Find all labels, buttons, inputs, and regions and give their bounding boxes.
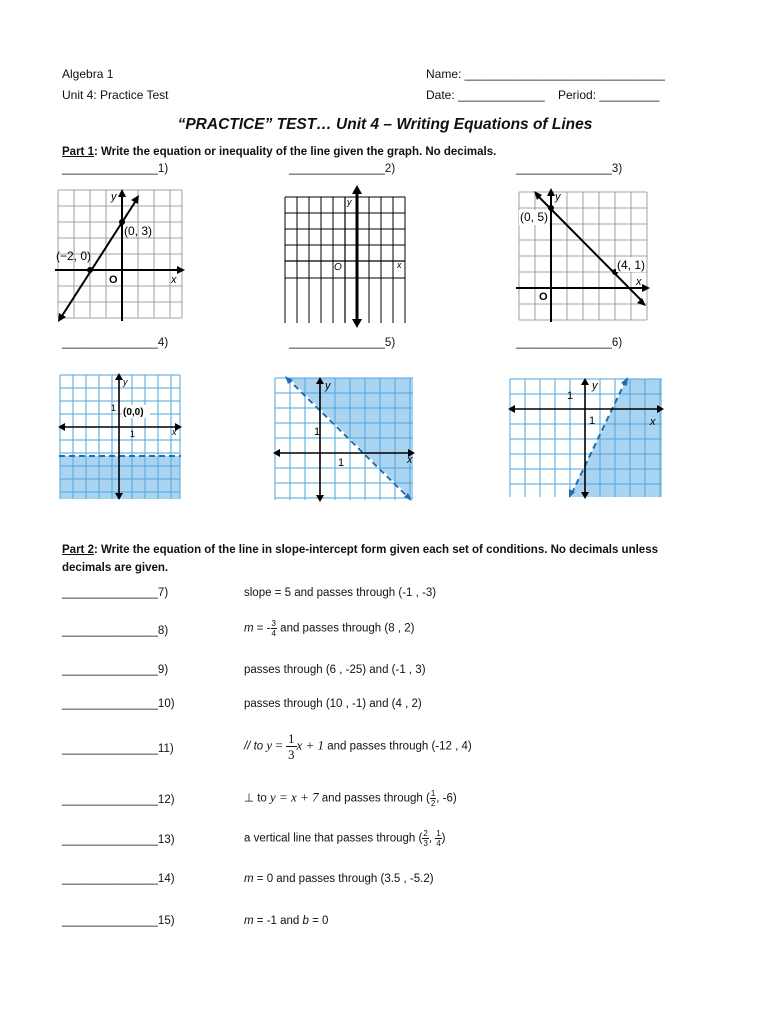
name-field[interactable]: Name: ______________________________	[426, 67, 665, 81]
q8-den: 4	[271, 629, 276, 638]
g5-one-y: 1	[314, 426, 321, 438]
q12-mid: and passes through (	[318, 792, 430, 805]
part1-label: Part 1	[62, 146, 94, 158]
unit-name: Unit 4: Practice Test	[62, 88, 169, 102]
q8-rest: and passes through (8 , 2)	[276, 622, 415, 635]
part1-instructions	[62, 146, 496, 158]
q13-den2: 4	[436, 839, 441, 848]
graph-4	[58, 372, 182, 502]
q11-den: 3	[288, 747, 295, 762]
part2-label: Part 2	[62, 544, 94, 556]
q13-num1: 2	[423, 829, 428, 838]
q14-m: m	[244, 873, 254, 885]
g6-one-x: 1	[589, 415, 596, 427]
g1-point-a: (−2, 0)	[56, 249, 92, 263]
q13-pre: a vertical line that passes through (	[244, 832, 423, 845]
answer-blank-3[interactable]: _______________3)	[516, 163, 623, 175]
q11-fraction	[286, 731, 297, 762]
answer-blank-15[interactable]: _______________15)	[62, 915, 175, 927]
q12-rest: , -6)	[436, 792, 457, 805]
part1-text: : Write the equation or inequality of the line given the graph. No decimals.	[93, 146, 497, 158]
answer-blank-1[interactable]: _______________1)	[62, 163, 169, 175]
period-field[interactable]: Period: _________	[558, 88, 660, 102]
g4-point: (0,0)	[123, 407, 144, 418]
g3-x-label: x	[636, 276, 642, 288]
g3-point-a: (0, 5)	[520, 210, 549, 224]
question-9: passes through (6 , -25) and (-1 , 3)	[244, 664, 426, 676]
q15-b: b	[302, 915, 309, 927]
q11-rest-eq: x + 1	[296, 737, 325, 753]
question-10: passes through (10 , -1) and (4 , 2)	[244, 698, 422, 710]
answer-blank-14[interactable]: _______________14)	[62, 873, 175, 885]
g2-origin: O	[334, 262, 342, 273]
question-13	[244, 829, 446, 848]
q11-parallel: // to	[244, 740, 267, 753]
answer-blank-12[interactable]: _______________12)	[62, 794, 175, 806]
g3-point-b: (4, 1)	[617, 258, 646, 272]
g4-one-y: 1	[111, 403, 117, 413]
answer-blank-8[interactable]: _______________8)	[62, 625, 169, 637]
answer-blank-2[interactable]: _______________2)	[289, 163, 396, 175]
g5-x-label: x	[407, 454, 413, 466]
q12-den: 2	[430, 799, 436, 808]
g6-one-y: 1	[567, 390, 574, 402]
question-8	[244, 619, 414, 638]
q13-num2: 1	[436, 829, 441, 838]
g1-origin: O	[109, 274, 118, 286]
g6-y-label: y	[592, 380, 598, 392]
q13-den1: 3	[423, 839, 428, 848]
graph-1	[55, 187, 185, 322]
page-title: “PRACTICE” TEST… Unit 4 – Writing Equations of Lines	[177, 116, 593, 133]
g1-x-label: x	[171, 274, 177, 286]
q11-num: 1	[288, 731, 295, 746]
graph-2	[283, 184, 408, 329]
date-field[interactable]: Date: _____________	[426, 88, 545, 102]
q11-eq: =	[272, 737, 286, 753]
g3-y-label: y	[555, 191, 561, 203]
q11-rest: and passes through (-12 , 4)	[324, 740, 472, 753]
g4-y-label: y	[123, 377, 128, 387]
question-12	[244, 789, 457, 808]
g6-x-label: x	[650, 416, 656, 428]
graph-6	[508, 377, 664, 499]
g2-y-label: y	[347, 197, 352, 207]
question-7: slope = 5 and passes through (-1 , -3)	[244, 587, 437, 599]
answer-blank-5[interactable]: _______________5)	[289, 337, 396, 349]
q8-num: 3	[271, 619, 276, 628]
answer-blank-9[interactable]: _______________9)	[62, 664, 169, 676]
q12-eq: y = x + 7	[270, 789, 319, 805]
g2-x-label: x	[397, 260, 402, 270]
q12-perp: ⊥ to	[244, 792, 270, 805]
q15-t1: = -1 and	[253, 915, 303, 927]
g4-x-label: x	[172, 427, 177, 437]
q8-eq: = -	[253, 622, 271, 635]
answer-blank-4[interactable]: _______________4)	[62, 337, 169, 349]
g4-one-x: 1	[130, 429, 136, 439]
q15-m: m	[244, 915, 254, 927]
question-11	[244, 731, 472, 762]
part2-instructions-cont: decimals are given.	[62, 562, 169, 574]
question-15	[244, 915, 328, 927]
q13-comma: ,	[428, 832, 436, 845]
answer-blank-11[interactable]: _______________11)	[62, 743, 174, 755]
g1-point-b: (0, 3)	[124, 224, 153, 238]
answer-blank-10[interactable]: _______________10)	[62, 698, 175, 710]
q14-text: = 0 and passes through (3.5 , -5.2)	[253, 873, 434, 885]
answer-blank-7[interactable]: _______________7)	[62, 587, 169, 599]
q15-t2: = 0	[308, 915, 329, 927]
part2-text: : Write the equation of the line in slope-intercept form given each set of conditions. No decimals unless	[93, 544, 658, 556]
g5-y-label: y	[325, 380, 331, 392]
course-name: Algebra 1	[62, 67, 114, 81]
answer-blank-13[interactable]: _______________13)	[62, 834, 175, 846]
answer-blank-6[interactable]: _______________6)	[516, 337, 623, 349]
q8-m: m	[244, 622, 254, 635]
q12-num: 1	[430, 789, 436, 798]
g3-origin: O	[539, 291, 548, 303]
g5-one-x: 1	[338, 457, 345, 469]
question-14	[244, 873, 434, 885]
part2-instructions	[62, 544, 658, 556]
graph-5	[273, 376, 415, 502]
g1-y-label: y	[111, 191, 117, 203]
q13-close: )	[441, 832, 446, 845]
q11-y: y	[266, 737, 273, 753]
graph-3	[516, 188, 651, 323]
